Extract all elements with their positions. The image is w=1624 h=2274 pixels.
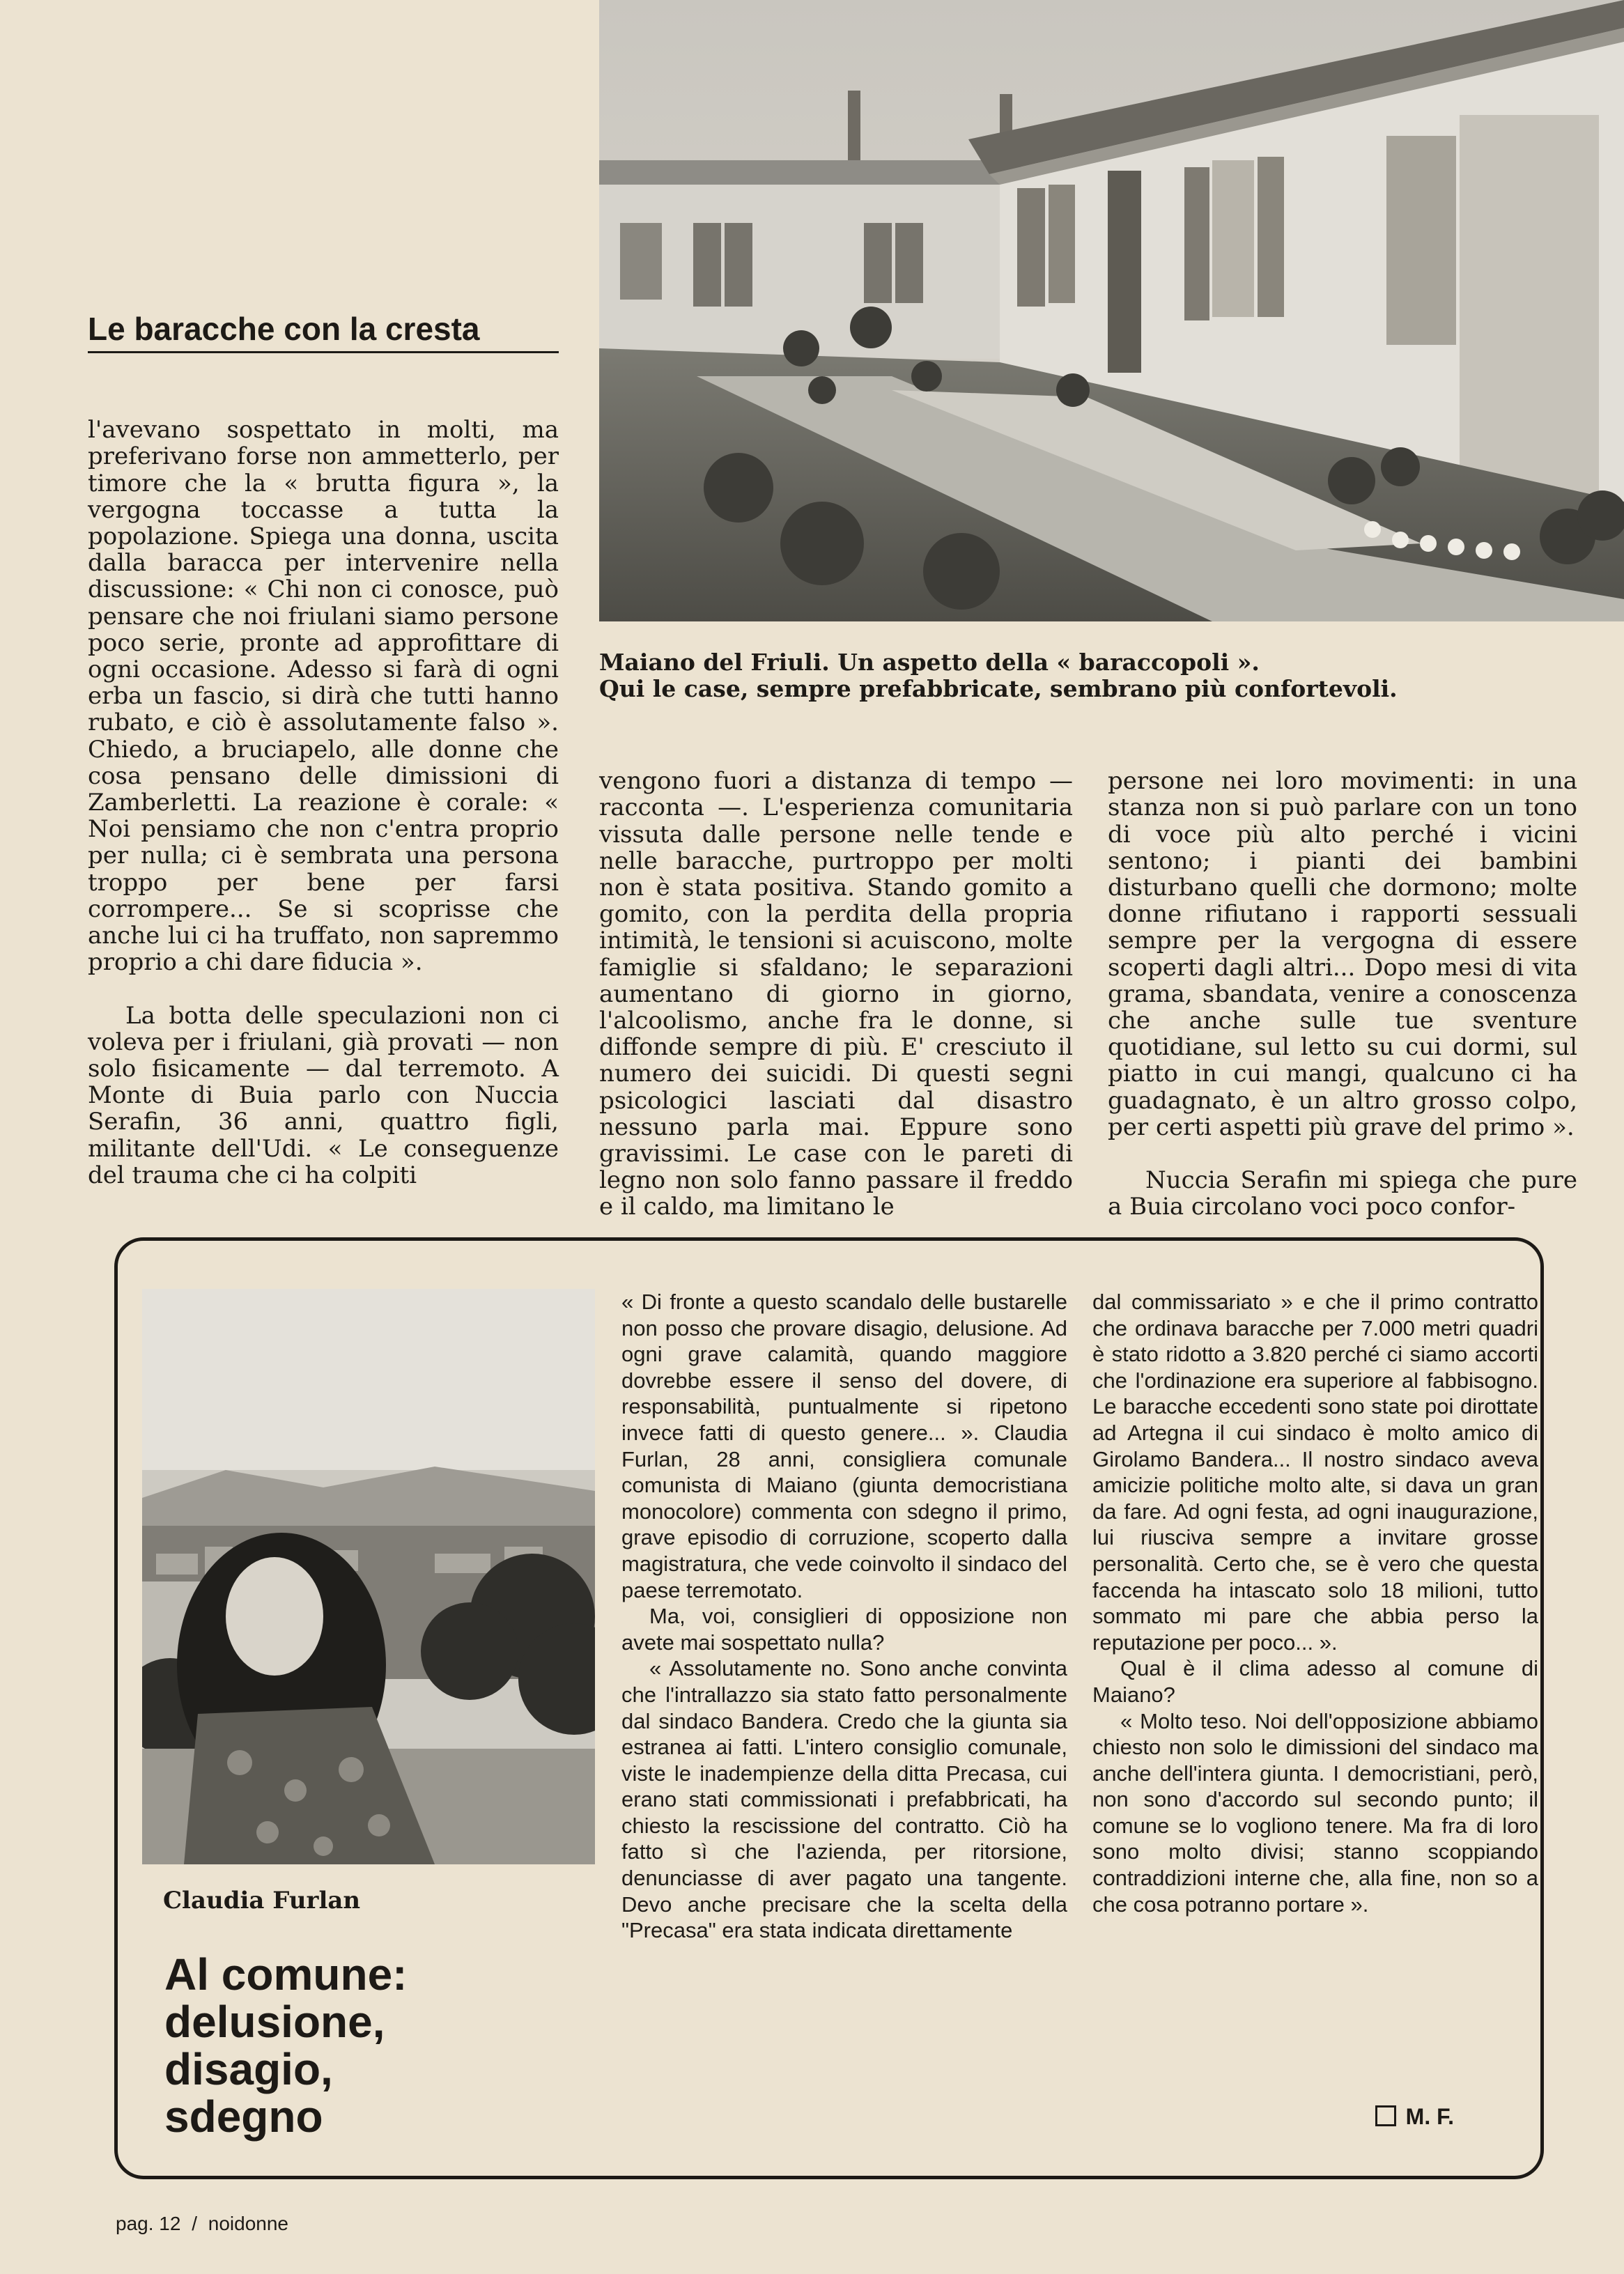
paragraph: persone nei loro movimenti: in una stanza non si può parlare con un tono di voce più alto perché i vicini sentono; i pianti dei bambini disturbano quelli che dormono; molte donne rifiutano i rapporti sessuali sempre per la vergogna di essere scoperti dagli altri... Dopo mesi di vita grama, sbandata, venire a conoscenza che anche sulle tue sventure quotidiane, sul letto su cui dormi, sul piatto in cui mangi, qualcuno ci ha guadagnato, è un altro grosso colpo, per certi aspetti più grave del primo ». [1108, 767, 1577, 1141]
photo-caption-line-2: Qui le case, sempre prefabbricate, sembrano più confortevoli. [599, 675, 1398, 702]
box-title-line: sdegno [164, 2091, 323, 2142]
paragraph: Qual è il clima adesso al comune di Maiano? [1092, 1656, 1538, 1707]
paragraph: vengono fuori a distanza di tempo — racconta —. L'esperienza comunitaria vissuta dalle persone nelle tende e nelle baracche, purtroppo per molti non è stata positiva. Stando gomito a gomito, con la perdita della propria intimità, le tensioni si acuiscono, molte famiglie si sfaldano; le separazioni aumentano di giorno in giorno, l'alcoolismo, anche fra le donne, si diffonde sempre di più. E' cresciuto il numero dei suicidi. Di questi segni psicologici lasciati dal disastro nessuno parla mai. Eppure sono gravissimi. Le case con le pareti di legno non solo fanno passare il freddo e il caldo, ma limitano le [599, 767, 1073, 1221]
end-square-icon [1375, 2105, 1396, 2126]
footer-separator: / [192, 2213, 197, 2234]
magazine-name: noidonne [208, 2213, 288, 2234]
box-title-line: Al comune: [164, 1949, 408, 2000]
box-title [164, 1951, 513, 2140]
photo-caption [599, 649, 1602, 702]
article-column-2 [599, 741, 1073, 1247]
page-footer [116, 2213, 288, 2235]
paragraph: « Molto teso. Noi dell'opposizione abbiamo chiesto non solo le dimissioni del sindaco ma anche dell'intera giunta. I democristiani, però, non sono d'accordo sul secondo punto; il comune se lo vogliono tenere. Ma fra di loro sono molto divisi; stanno scoppiando contraddizioni interne che, alla fine, non so a che cosa potranno portare ». [1092, 1708, 1538, 1917]
paragraph: l'avevano sospettato in molti, ma preferivano forse non ammetterlo, per timore che la « brutta figura », la vergogna toccasse a tutta la popolazione. Spiega una donna, uscita dalla baracca per intervenire nella discussione: « Chi non ci conosce, può pensare che noi friulani siamo persone poco serie, pronte ad approfittare di ogni occasione. Adesso si farà di ogni erba un fascio, si dirà che tutti hanno rubato, e ciò è assolutamente falso ». Chiedo, a bruciapelo, alle donne che cosa pensano delle dimissioni di Zamberletti. La reazione è corale: « Noi pensiamo che non c'entra proprio per nulla; ci è sembrata una persona troppo per bene per farsi corrompere... Se si scoprisse che anche lui ci ha truffato, non sapremmo proprio a chi dare fiducia ». [88, 416, 559, 977]
paragraph: « Di fronte a questo scandalo delle bustarelle non posso che provare disagio, delusione. Ad ogni grave calamità, quando maggiore dovrebbe essere il senso del dovere, di responsabilità, puntualmente si ripetono invece fatti di questo genere... ». Claudia Furlan, 28 anni, consigliera comunale comunista di Maiano (giunta democristiana monocolore) commenta con sdegno il primo, grave episodio di corruzione, scoperto dalla magistratura, che vede coinvolto il sindaco del paese terremotato. [621, 1290, 1067, 1602]
photo-caption-line-1: Maiano del Friuli. Un aspetto della « baraccopoli ». [599, 649, 1260, 676]
interview-column-1 [621, 1289, 1067, 1944]
paragraph: dal commissariato » e che il primo contratto che ordinava baracche per 7.000 metri quadri è stato ridotto a 3.820 perché ci siamo accorti che l'ordinazione era superiore al fabbisogno. Le baracche eccedenti sono state poi dirottate ad Artegna il cui sindaco è molto amico di Girolamo Bandera... Il nostro sindaco aveva amicizie politiche molto alte, si dava un gran da fare. Ad ogni festa, ad ogni inaugurazione, lui riusciva sempre a invitare grosse personalità. Certo che, se è vero che questa faccenda ha intascato solo 18 milioni, tutto sommato mi pare che abbia perso la reputazione per poco... ». [1092, 1290, 1538, 1655]
paragraph: « Assolutamente no. Sono anche convinta che l'intrallazzo sia stato fatto personalmente dal sindaco Bandera. Credo che la giunta sia estranea ai fatti. L'intero consiglio comunale, viste le inadempienze della ditta Precasa, cui erano stati commissionati i prefabbricati, ha chiesto la rescissione del contratto. Ciò ha fatto sì che l'azienda, per ritorsione, denunciasse di aver pagato una tangente. Devo anche precisare che la scelta della "Precasa" era stata indicata direttamente [621, 1656, 1067, 1943]
paragraph: La botta delle speculazioni non ci voleva per i friulani, già provati — non solo fisicamente — dal terremoto. A Monte di Buia parlo con Nuccia Serafin, 36 anni, quattro figli, militante dell'Udi. « Le conseguenze del trauma che ci ha colpiti [88, 1001, 559, 1189]
signature-text: M. F. [1405, 2104, 1454, 2129]
paragraph: Nuccia Serafin mi spiega che pure a Buia circolano voci poco confor- [1108, 1166, 1577, 1221]
interview-column-2 [1092, 1289, 1538, 1917]
portrait-caption: Claudia Furlan [163, 1887, 361, 1915]
box-title-line: delusione, [164, 1997, 385, 2047]
barracks-photo [599, 0, 1624, 621]
article-column-1 [88, 390, 559, 1215]
article-title: Le baracche con la cresta [88, 309, 559, 353]
article-column-3 [1108, 741, 1577, 1247]
portrait-photo [142, 1289, 595, 1864]
box-title-line: disagio, [164, 2044, 333, 2094]
author-signature [1375, 2104, 1454, 2130]
page-number: pag. 12 [116, 2213, 181, 2234]
paragraph: Ma, voi, consiglieri di opposizione non avete mai sospettato nulla? [621, 1604, 1067, 1655]
